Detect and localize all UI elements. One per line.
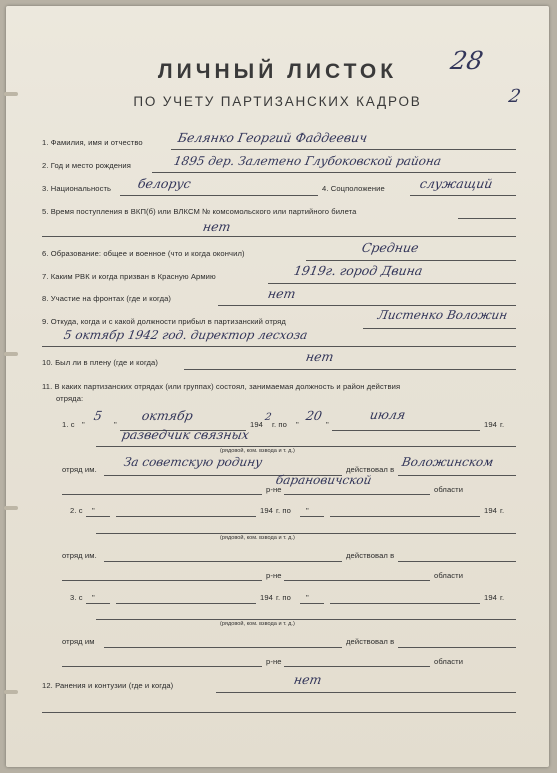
entry-1-rayon: Воложинском xyxy=(400,455,495,469)
field-10-label: 10. Был ли в плену (где и когда) xyxy=(42,358,158,367)
field-11-label: 11. В каких партизанских отрядах (или группах) состоял, занимаемая должность и район действия xyxy=(42,382,401,391)
punch-hole-mark xyxy=(4,506,18,510)
field-7-line xyxy=(268,283,516,284)
year-prefix: 194 xyxy=(260,506,273,515)
entry-1-line-a xyxy=(62,494,262,495)
field-1-line xyxy=(171,149,516,150)
field-9-value-1: Листенко Воложин xyxy=(376,308,509,322)
field-12-line-2 xyxy=(42,712,516,713)
g-label: г. xyxy=(500,506,505,515)
oblast-label: области xyxy=(434,657,464,666)
field-12-label: 12. Ранения и контузии (где и когда) xyxy=(42,681,174,690)
field-9-label: 9. Откуда, когда и с какой должности прибыл в партизанский отряд xyxy=(42,317,286,326)
entry-3-num: 3. с xyxy=(70,593,83,602)
field-3-label: 3. Национальность xyxy=(42,184,112,193)
entry-1-to-month: июля xyxy=(368,407,407,422)
field-3-line xyxy=(120,195,318,196)
punch-hole-mark xyxy=(4,352,18,356)
entry-2-otryad-line xyxy=(104,561,342,562)
entry-1-to-day: 20 xyxy=(304,408,324,423)
document-subtitle: ПО УЧЕТУ ПАРТИЗАНСКИХ КАДРОВ xyxy=(133,94,422,109)
quote-mark: " xyxy=(92,593,95,602)
year-prefix: 194 xyxy=(260,593,273,602)
entry-2-to-month-line xyxy=(330,516,480,517)
field-12-line xyxy=(216,692,516,693)
entry-2-oblast-line xyxy=(284,580,430,581)
otryad-label-1: отряд им. xyxy=(62,465,97,474)
entry-2-line-a xyxy=(62,580,262,581)
rayon-label: р-не xyxy=(266,485,282,494)
entry-3-to-month-line xyxy=(330,603,480,604)
field-8-label: 8. Участие на фронтах (где и когда) xyxy=(42,294,172,303)
entry-3-rayon-line xyxy=(398,647,516,648)
entry-2-to-day-line xyxy=(300,516,324,517)
field-7-value: 1919г. город Двина xyxy=(292,263,424,278)
oblast-label: области xyxy=(434,571,464,580)
entry-1-position: разведчик связных xyxy=(120,427,251,442)
field-2-value: 1895 дер. Залетено Глубоковской района xyxy=(172,154,443,168)
entry-2-num: 2. с xyxy=(70,506,83,515)
g-label: г. xyxy=(500,420,505,429)
personal-record-sheet xyxy=(6,6,549,767)
entry-1-oblast-line xyxy=(284,494,430,495)
field-7-label: 7. Каким РВК и когда призван в Красную Армию xyxy=(42,272,216,281)
field-5-line xyxy=(458,218,516,219)
entry-1-to-year-prefix: 194 xyxy=(484,420,497,429)
entry-1-otryad: За советскую родину xyxy=(122,455,264,469)
entry-2-rayon-line xyxy=(398,561,516,562)
entry-1-num: 1. с xyxy=(62,420,75,429)
quote-mark: " xyxy=(82,420,85,429)
file-number: 28 xyxy=(448,46,486,75)
rayon-label: р-не xyxy=(266,571,282,580)
field-2-label: 2. Год и место рождения xyxy=(42,161,131,170)
g-label: г. xyxy=(500,593,505,602)
entry-3-oblast-line xyxy=(284,666,430,667)
field-5-value: нет xyxy=(201,219,232,234)
entry-3-otryad-line xyxy=(104,647,342,648)
field-2-line xyxy=(152,172,516,173)
entry-3-line-a xyxy=(62,666,262,667)
quote-mark: " xyxy=(92,506,95,515)
field-9-line xyxy=(363,328,516,329)
entry-3-month-line xyxy=(116,603,256,604)
entry-2-day-line xyxy=(86,516,110,517)
year-prefix: 194 xyxy=(484,506,497,515)
otryad-label-3: отряд им xyxy=(62,637,95,646)
rank-hint: (рядовой, ком. взвода и т. д.) xyxy=(220,621,295,627)
acted-label: действовал в xyxy=(346,465,395,474)
field-4-line xyxy=(410,195,516,196)
field-8-line xyxy=(218,305,516,306)
field-4-label: 4. Соцположение xyxy=(322,184,385,193)
field-6-label: 6. Образование: общее и военное (что и когда окончил) xyxy=(42,249,245,258)
file-mark: 2 xyxy=(507,86,523,107)
quote-mark: " xyxy=(296,420,299,429)
field-10-line xyxy=(184,369,516,370)
acted-label: действовал в xyxy=(346,551,395,560)
punch-hole-mark xyxy=(4,690,18,694)
entry-3-position-line xyxy=(96,619,516,620)
entry-3-to-day-line xyxy=(300,603,324,604)
field-3-value: белорус xyxy=(136,176,193,191)
field-9-value-2: 5 октябр 1942 год. директор лесхоза xyxy=(62,328,309,342)
year-to-label: г. по xyxy=(276,593,291,602)
field-1-label: 1. Фамилия, имя и отчество xyxy=(42,138,143,147)
entry-1-year-prefix: 194 xyxy=(250,420,263,429)
field-5-label: 5. Время поступления в ВКП(б) или ВЛКСМ № комсомольского или партийного билета xyxy=(42,207,357,216)
field-6-value: Средние xyxy=(360,240,420,255)
rayon-label: р-не xyxy=(266,657,282,666)
field-4-value: служащий xyxy=(418,176,494,191)
year-prefix: 194 xyxy=(484,593,497,602)
quote-mark: " xyxy=(306,593,309,602)
otryad-label-2: отряд им. xyxy=(62,551,97,560)
oblast-label: области xyxy=(434,485,464,494)
field-8-value: нет xyxy=(266,286,297,301)
quote-mark: " xyxy=(114,420,117,429)
field-6-line xyxy=(306,260,516,261)
rank-hint: (рядовой, ком. взвода и т. д.) xyxy=(220,448,295,454)
year-to-label: г. по xyxy=(272,420,287,429)
entry-2-month-line xyxy=(116,516,256,517)
entry-1-from-day: 5 xyxy=(92,408,104,423)
entry-1-to-month-line xyxy=(332,430,480,431)
field-5-line-2 xyxy=(42,236,516,237)
entry-3-day-line xyxy=(86,603,110,604)
field-12-value: нет xyxy=(292,672,323,687)
document-title: ЛИЧНЫЙ ЛИСТОК xyxy=(157,60,398,83)
quote-mark: " xyxy=(306,506,309,515)
entry-1-from-year: 2 xyxy=(264,412,273,423)
entry-1-position-line xyxy=(96,446,516,447)
rank-hint: (рядовой, ком. взвода и т. д.) xyxy=(220,535,295,541)
field-9-line-2 xyxy=(42,346,516,347)
field-11-label-2: отряда: xyxy=(56,394,84,403)
entry-1-from-month: октябр xyxy=(140,408,195,423)
acted-label: действовал в xyxy=(346,637,395,646)
entry-2-position-line xyxy=(96,533,516,534)
entry-1-oblast: барановичской xyxy=(274,473,373,487)
year-to-label: г. по xyxy=(276,506,291,515)
quote-mark: " xyxy=(326,420,329,429)
field-10-value: нет xyxy=(304,349,335,364)
field-1-value: Белянко Георгий Фаддеевич xyxy=(176,130,369,145)
entry-1-rayon-line xyxy=(398,475,516,476)
